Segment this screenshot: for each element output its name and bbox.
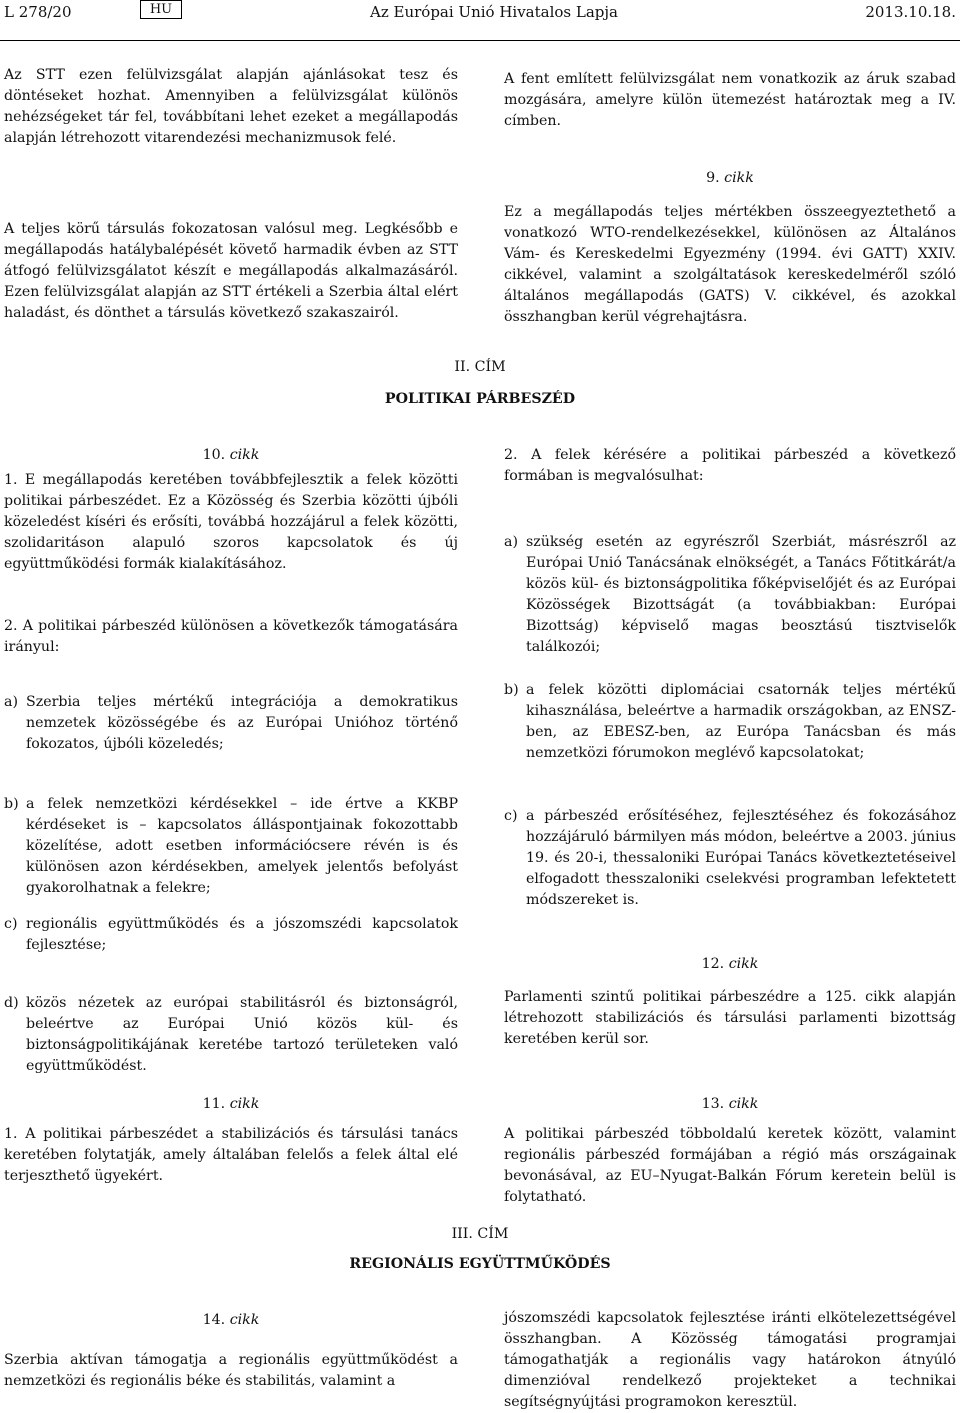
article-title-11: 11. cikk <box>202 1096 260 1112</box>
list-item: b) a felek nemzetközi kérdésekkel – ide értve a KKBP kérdéseket is – kapcsolatos álláspontjainak fokozottabb közelítése, adott esetben információcsere révén is és különösen azon kérdésekben, amelyek jelentős befolyást gyakorolhatnak a felekre; <box>4 796 458 896</box>
paragraph: A teljes körű társulás fokozatosan valósul meg. Legkésőbb e megállapodás hatálybalépését követő harmadik évben az STT átfogó felülvizsgálatot készít e megállapodás alkalmazásáról. Ezen felülvizsgálat alapján az STT értékeli a Szerbia által elért haladást, és dönthet a társulás következő szakaszairól. <box>4 221 458 321</box>
list-item: d) közös nézetek az európai stabilitásról és biztonságról, beleértve az Európai Unió közös kül- és biztonságpolitikájának keretébe tartozó területeken való együttműködést. <box>4 995 458 1074</box>
paragraph: 1. A politikai párbeszédet a stabilizációs és társulási tanács keretében folytatják, amely általában felelős a felek által elé terjeszthető ügyekért. <box>4 1126 458 1184</box>
paragraph: Az STT ezen felülvizsgálat alapján ajánlásokat tesz és döntéseket hozhat. Amennyiben a felülvizsgálat különös nehézségeket tár fel, továbbítani lehet ezeket a megállapodás alapján létrehozott vitarendezési mechanizmusok felé. <box>4 67 458 146</box>
paragraph: A fent említett felülvizsgálat nem vonatkozik az áruk szabad mozgására, amelyre külön ütemezést határoztak meg a IV. címben. <box>504 71 956 129</box>
article-title-text: 9. cikk <box>706 170 754 186</box>
paragraph: jószomszédi kapcsolatok fejlesztése iránti elkötelezettségével összhangban. A Közösség támogatási programjai támogathatják a regionális vagy határokon átnyúló dimenzióval rendelkező projekteket a technikai segítségnyújtási programokon keresztül. <box>504 1310 956 1410</box>
list-item: c) a párbeszéd erősítéséhez, fejlesztéséhez és fokozásához hozzájáruló bármilyen más módon, beleértve a 2003. június 19. és 20-i, thessaloniki Európai Tanács következtetéseivel elfogadott thesszaloniki cselekvési programban lefektetett módszereket is. <box>504 808 956 908</box>
title-name: REGIONÁLIS EGYÜTTMŰKÖDÉS <box>349 1256 611 1272</box>
article-title-9 <box>504 168 956 189</box>
paragraph: Szerbia aktívan támogatja a regionális együttműködést a nemzetközi és regionális béke és stabilitás, valamint a <box>4 1352 458 1389</box>
paragraph: Ez a megállapodás teljes mértékben összeegyeztethető a vonatkozó WTO-rendelkezésekkel, különösen az Általános Vám- és Kereskedelmi Egyezmény (1994. évi GATT) XXIV. cikkével, valamint a szolgáltatások kereskedelméről szóló általános megállapodás (GATS) V. cikkével, és azokkal összhangban kerül végrehajtásra. <box>504 204 956 325</box>
title-name: POLITIKAI PÁRBESZÉD <box>384 391 576 407</box>
header-journal-title: Az Európai Unió Hivatalos Lapja <box>370 3 618 21</box>
list-item: a) szükség esetén az egyrészről Szerbiát, másrészről az Európai Unió Tanácsának elnökségét, a Tanács Főtitkárát/a közös kül- és biztonságpolitika főképviselőjét és az Európai Közösségek Bizottságát (a továbbiakban: Európai Bizottság) képviselő magas beosztású tisztviselők találkozói; <box>504 534 956 655</box>
paragraph: 1. E megállapodás keretében továbbfejlesztik a felek közötti politikai párbeszédet. Ez a Közösség és Szerbia közötti újbóli közeledést kíséri és erősíti, továbbá hozzájárul a felek közötti, szolidaritáson alapuló szoros kapcsolatok és új együttműködési formák kialakításához. <box>4 472 458 572</box>
title-number: II. CÍM <box>454 359 506 375</box>
paragraph: A politikai párbeszéd többoldalú keretek között, valamint regionális párbeszéd formájában a régió más országainak bevonásával, az EU–Nyugat-Balkán Fórum keretein belül is folytatható. <box>504 1126 956 1205</box>
header-date: 2013.10.18. <box>865 3 956 21</box>
paragraph: Parlamenti szintű politikai párbeszédre a 125. cikk alapján létrehozott stabilizációs és társulási parlamenti bizottság keretében kerül sor. <box>504 989 956 1047</box>
header-page-ref: L 278/20 <box>4 3 72 21</box>
title-number: III. CÍM <box>451 1226 509 1242</box>
paragraph: 2. A felek kérésére a politikai párbeszéd a következő formában is megvalósulhat: <box>504 447 956 484</box>
paragraph: 2. A politikai párbeszéd különösen a következők támogatására irányul: <box>4 618 458 655</box>
article-title-10: 10. cikk <box>202 447 260 463</box>
header-divider <box>0 40 960 41</box>
article-title-14: 14. cikk <box>202 1312 260 1328</box>
article-title-12: 12. cikk <box>701 956 759 972</box>
list-item: a) Szerbia teljes mértékű integrációja a demokratikus nemzetek közösségébe és az Európai Unióhoz történő fokozatos, újbóli közeledés; <box>4 694 458 752</box>
list-item: c) regionális együttműködés és a jószomszédi kapcsolatok fejlesztése; <box>4 916 458 953</box>
language-badge: HU <box>140 0 182 19</box>
article-title-13: 13. cikk <box>701 1096 759 1112</box>
list-item: b) a felek közötti diplomáciai csatornák teljes mértékű kihasználása, beleértve a harmadik országokban, az ENSZ-ben, az EBESZ-ben, az Európa Tanácsban és más nemzetközi fórumokon meglévő kapcsolatokat; <box>504 682 956 761</box>
